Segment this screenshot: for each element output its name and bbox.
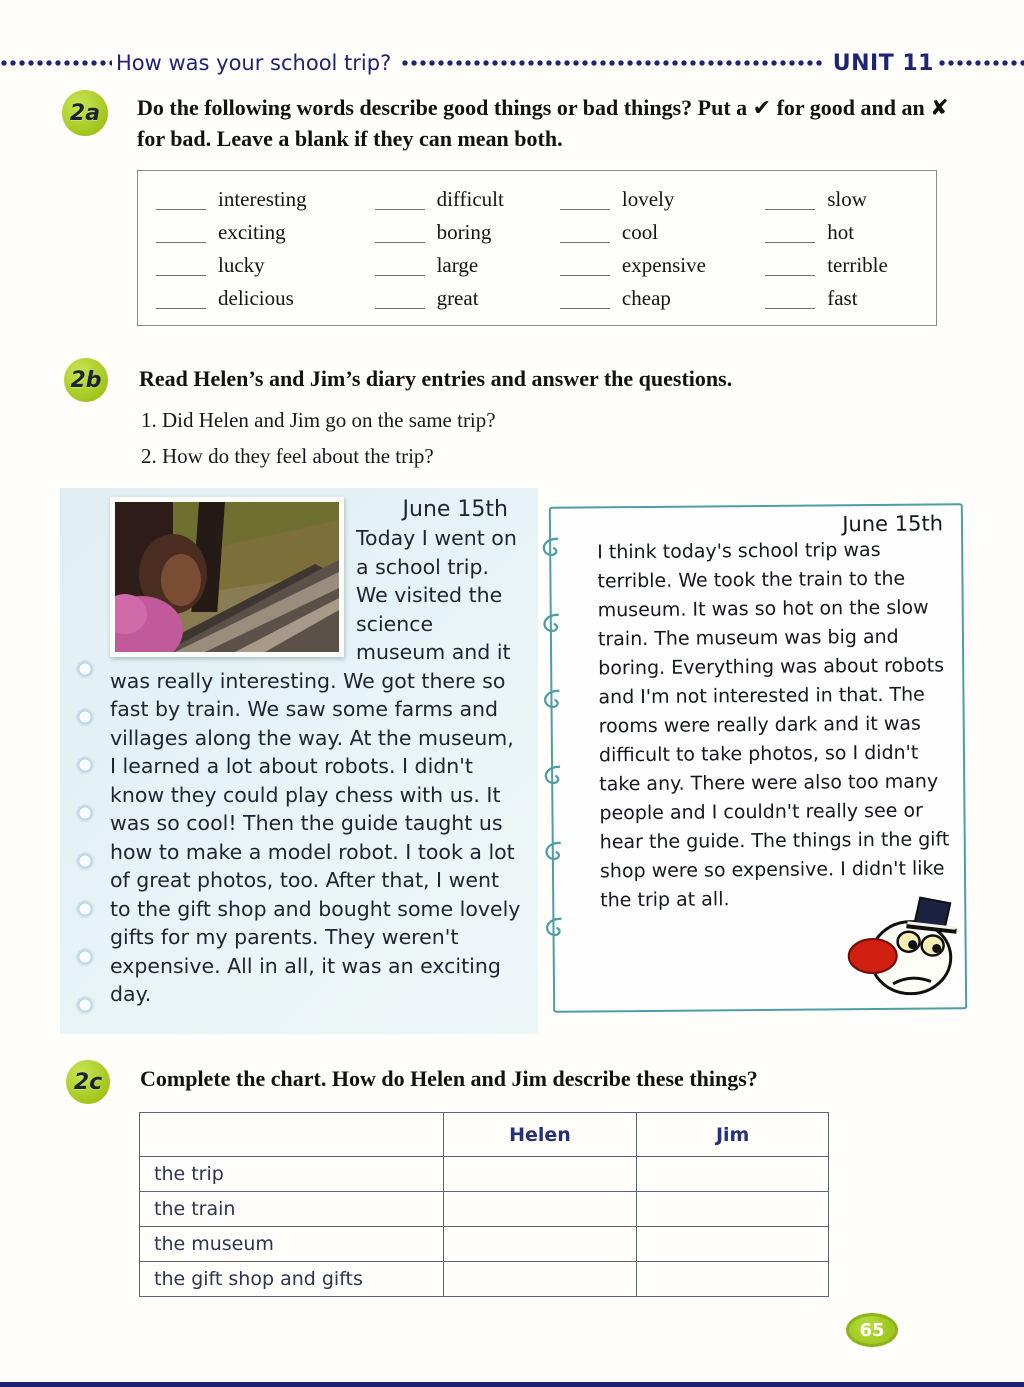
answer-blank: [156, 295, 206, 309]
binder-holes: [72, 656, 98, 1016]
word-label: lucky: [218, 253, 265, 277]
word-item: [560, 282, 759, 315]
diary-text-jim: I think today's school trip was terrible. We took the train to the museum. It was so hot on the slow train. The museum was big and boring. Everything was about robots and I'm not interested in that. The rooms were really dark and it was difficult to take photos, so I didn't take any. There were also too many people and I couldn't really see or hear the guide. The things in the gift shop were so expensive. I didn't like the trip at all.: [597, 538, 950, 912]
task-2a-prompt-part: for good and an: [776, 95, 925, 120]
word-item: [156, 183, 369, 216]
comparison-chart: [139, 1112, 829, 1297]
word-item: [375, 216, 554, 249]
word-label: large: [436, 253, 479, 277]
page-number-badge: 65: [846, 1313, 898, 1347]
dotted-leader: [0, 59, 112, 67]
word-label: cheap: [621, 286, 671, 310]
spiral-binding-icon: [539, 613, 565, 643]
row-label: the train: [140, 1192, 444, 1227]
table-row: [140, 1192, 829, 1227]
answer-blank: [156, 262, 206, 276]
answer-blank: [375, 229, 425, 243]
word-label: cool: [621, 220, 659, 244]
answer-blank: [560, 229, 610, 243]
word-item: [765, 282, 918, 315]
diary-date-jim: June 15th: [842, 511, 944, 537]
check-icon: ✔: [752, 96, 772, 121]
answer-blank: [560, 196, 610, 210]
row-label: the museum: [140, 1227, 444, 1262]
spiral-binding-icon: [539, 689, 565, 719]
bottom-border-rule: [0, 1382, 1024, 1387]
word-item: [765, 249, 918, 282]
spiral-binding-icon: [540, 765, 566, 795]
chart-header-empty: [140, 1113, 444, 1157]
chart-header-helen: Helen: [443, 1113, 637, 1157]
diary-text-helen: Today I went on a school trip. We visited the science museum and it was really interesting. We got there so fast by train. We saw some farms and villages along the way. At the museum, I learned a lot about robots. I didn't know they could play chess with us. It was so cool! Then the guide taught us how to make a model robot. I took a lot of great photos, too. After that, I went to the gift shop and bought some lovely gifts for my parents. They weren't expensive. All in all, it was an exciting day.: [110, 526, 521, 1006]
task-2b-prompt: Read Helen’s and Jim’s diary entries and answer the questions.: [139, 366, 733, 391]
word-item: [560, 183, 759, 216]
diary-entry-jim: [549, 503, 967, 1013]
row-label: the gift shop and gifts: [140, 1262, 444, 1297]
word-item: [156, 216, 369, 249]
word-item: [560, 216, 759, 249]
answer-blank: [765, 229, 815, 243]
chart-header-jim: Jim: [637, 1113, 829, 1157]
word-list-box: [137, 170, 937, 326]
train-window-photo-art: [115, 502, 339, 652]
table-row: [140, 1227, 829, 1262]
word-label: hot: [827, 220, 855, 244]
word-label: interesting: [218, 187, 307, 211]
word-item: [765, 216, 918, 249]
answer-blank: [375, 262, 425, 276]
word-item: [375, 183, 554, 216]
cross-icon: ✘: [930, 96, 949, 121]
task-badge-2c: 2c: [66, 1060, 110, 1104]
diary-entry-helen: [60, 488, 538, 1034]
word-label: boring: [436, 220, 492, 244]
spiral-binding-icon: [541, 917, 567, 947]
answer-cell: [443, 1262, 637, 1297]
answer-blank: [156, 196, 206, 210]
answer-cell: [443, 1157, 637, 1192]
task-2a-prompt-part: Do the following words describe good things or bad things? Put a: [137, 95, 748, 120]
task-badge-2a: 2a: [62, 90, 108, 136]
answer-blank: [765, 262, 815, 276]
word-label: terrible: [827, 253, 888, 277]
page-title: How was your school trip?: [116, 51, 392, 75]
word-item: [375, 249, 554, 282]
answer-cell: [443, 1192, 637, 1227]
question-1: 1. Did Helen and Jim go on the same trip?: [141, 408, 496, 432]
word-item: [375, 282, 554, 315]
answer-cell: [637, 1227, 829, 1262]
word-item: [156, 282, 369, 315]
answer-blank: [560, 262, 610, 276]
spiral-binding-icon: [538, 537, 564, 567]
train-window-photo: [110, 497, 344, 657]
task-badge-2b: 2b: [64, 358, 108, 402]
answer-blank: [765, 295, 815, 309]
task-2a-prompt: [137, 93, 965, 154]
row-label: the trip: [140, 1157, 444, 1192]
answer-blank: [560, 295, 610, 309]
word-item: [765, 183, 918, 216]
diary-date-helen: June 15th: [402, 497, 508, 522]
page-header: [0, 48, 1024, 78]
word-label: slow: [827, 187, 867, 211]
clown-face-icon: [846, 893, 959, 998]
spiral-binding-icon: [541, 841, 567, 871]
answer-cell: [637, 1262, 829, 1297]
word-item: [560, 249, 759, 282]
task-2c-prompt: Complete the chart. How do Helen and Jim describe these things?: [140, 1066, 758, 1091]
answer-cell: [637, 1192, 829, 1227]
dotted-leader: [401, 59, 823, 67]
unit-label: UNIT 11: [832, 50, 934, 76]
answer-blank: [156, 229, 206, 243]
word-label: expensive: [621, 253, 706, 277]
word-label: exciting: [218, 220, 286, 244]
answer-blank: [375, 295, 425, 309]
table-row: [140, 1262, 829, 1297]
answer-cell: [637, 1157, 829, 1192]
table-row: [140, 1157, 829, 1192]
question-2: 2. How do they feel about the trip?: [141, 444, 434, 468]
word-label: lovely: [621, 187, 675, 211]
answer-blank: [765, 196, 815, 210]
word-label: fast: [827, 286, 858, 310]
word-item: [156, 249, 369, 282]
task-2a-prompt-part: for bad. Leave a blank if they can mean both.: [137, 126, 563, 151]
word-label: difficult: [436, 187, 504, 211]
word-label: delicious: [218, 286, 294, 310]
word-label: great: [436, 286, 479, 310]
answer-cell: [443, 1227, 637, 1262]
chart-header-row: [140, 1113, 829, 1157]
dotted-leader: [938, 59, 1024, 67]
answer-blank: [375, 196, 425, 210]
